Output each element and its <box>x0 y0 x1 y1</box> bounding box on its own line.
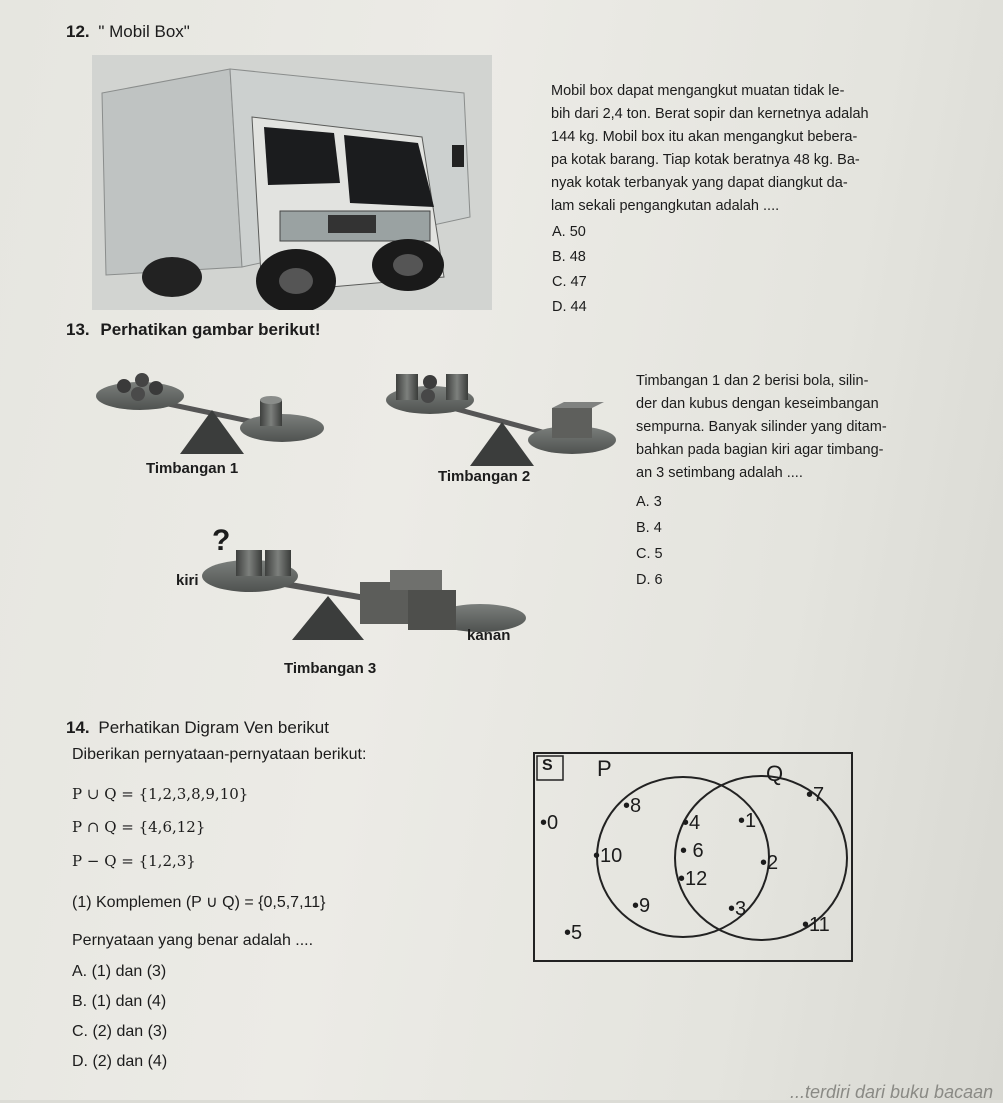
q12-text <box>551 80 971 218</box>
q12-line: pa kotak barang. Tiap kotak beratnya 48 kg. Ba- <box>551 152 860 168</box>
balance-scales-image <box>60 360 640 690</box>
q13-option-d[interactable]: D. 6 <box>636 572 663 588</box>
set-p-label: P <box>597 756 612 781</box>
q14-option-b[interactable]: B. (1) dan (4) <box>72 993 167 1010</box>
venn-element: •9 <box>632 895 651 917</box>
statement-intersection: P ∩ Q = {4,6,12} <box>72 818 206 836</box>
q14-number: 14. <box>66 718 90 737</box>
q12-line: bih dari 2,4 ton. Berat sopir dan kernetnya adalah <box>551 106 869 122</box>
q12-option-a[interactable]: A. 50 <box>552 224 586 240</box>
scale-2 <box>386 374 616 466</box>
q13-option-a[interactable]: A. 3 <box>636 494 662 510</box>
venn-element: •11 <box>802 914 830 936</box>
q12-line: Mobil box dapat mengangkut muatan tidak le- <box>551 83 845 99</box>
q12-option-c[interactable]: C. 47 <box>552 274 587 290</box>
q13-line: Timbangan 1 dan 2 berisi bola, silin- <box>636 373 869 389</box>
venn-element: •5 <box>564 922 583 944</box>
q13-line: bahkan pada bagian kiri agar timbang- <box>636 442 884 458</box>
universe-label: S <box>542 757 553 774</box>
q14-question: Pernyataan yang benar adalah .... <box>72 932 314 949</box>
scale-1 <box>96 373 324 454</box>
statement-difference: P − Q = {1,2,3} <box>72 852 196 870</box>
q14-option-d[interactable]: D. (2) dan (4) <box>72 1053 168 1070</box>
box-truck-image <box>92 55 492 310</box>
venn-element: •2 <box>760 852 779 874</box>
q13-option-c[interactable]: C. 5 <box>636 546 663 562</box>
q13-number: 13. <box>66 320 90 339</box>
venn-element: •3 <box>728 898 747 920</box>
statement-union: P ∪ Q = {1,2,3,8,9,10} <box>72 785 249 803</box>
q12-line: 144 kg. Mobil box itu akan mengangkut bebera- <box>551 129 858 145</box>
q12-option-d[interactable]: D. 44 <box>552 299 587 315</box>
venn-element: •1 <box>738 810 757 832</box>
q12-title: " Mobil Box" <box>98 22 190 41</box>
q12-header <box>66 22 190 42</box>
q13-title: Perhatikan gambar berikut! <box>100 320 321 339</box>
question-mark: ? <box>212 524 231 557</box>
venn-element: •10 <box>593 845 623 867</box>
q14-option-c[interactable]: C. (2) dan (3) <box>72 1023 168 1040</box>
q14-header <box>66 718 329 738</box>
q13-line: sempurna. Banyak silinder yang ditam- <box>636 419 887 435</box>
left-label: kiri <box>176 572 199 589</box>
q14-intro: Diberikan pernyataan-pernyataan berikut: <box>72 746 367 763</box>
q13-option-b[interactable]: B. 4 <box>636 520 662 536</box>
q14-title: Perhatikan Digram Ven berikut <box>98 718 329 737</box>
q13-line: an 3 setimbang adalah .... <box>636 465 803 481</box>
q14-option-a[interactable]: A. (1) dan (3) <box>72 963 167 980</box>
venn-element: •8 <box>623 795 642 817</box>
venn-element: •12 <box>678 868 708 890</box>
q13-text <box>636 370 996 485</box>
page-footer-text: ...terdiri dari buku bacaan <box>790 1082 994 1102</box>
scale-3-label: Timbangan 3 <box>284 660 377 677</box>
statement-complement: (1) Komplemen (P ∪ Q) = {0,5,7,11} <box>72 894 326 911</box>
q12-line: nyak kotak terbanyak yang dapat diangkut da- <box>551 175 848 191</box>
q12-option-b[interactable]: B. 48 <box>552 249 586 265</box>
right-label: kanan <box>467 627 511 644</box>
q13-line: der dan kubus dengan keseimbangan <box>636 396 879 412</box>
venn-element: •4 <box>682 812 701 834</box>
scale-2-label: Timbangan 2 <box>438 468 531 485</box>
scale-1-label: Timbangan 1 <box>146 460 239 477</box>
q12-number: 12. <box>66 22 90 41</box>
venn-element: •7 <box>806 784 825 806</box>
q13-header <box>66 320 321 340</box>
venn-element: •0 <box>540 812 559 834</box>
set-q-label: Q <box>766 761 784 786</box>
venn-element: • 6 <box>680 840 704 862</box>
q12-line: lam sekali pengangkutan adalah .... <box>551 198 780 214</box>
